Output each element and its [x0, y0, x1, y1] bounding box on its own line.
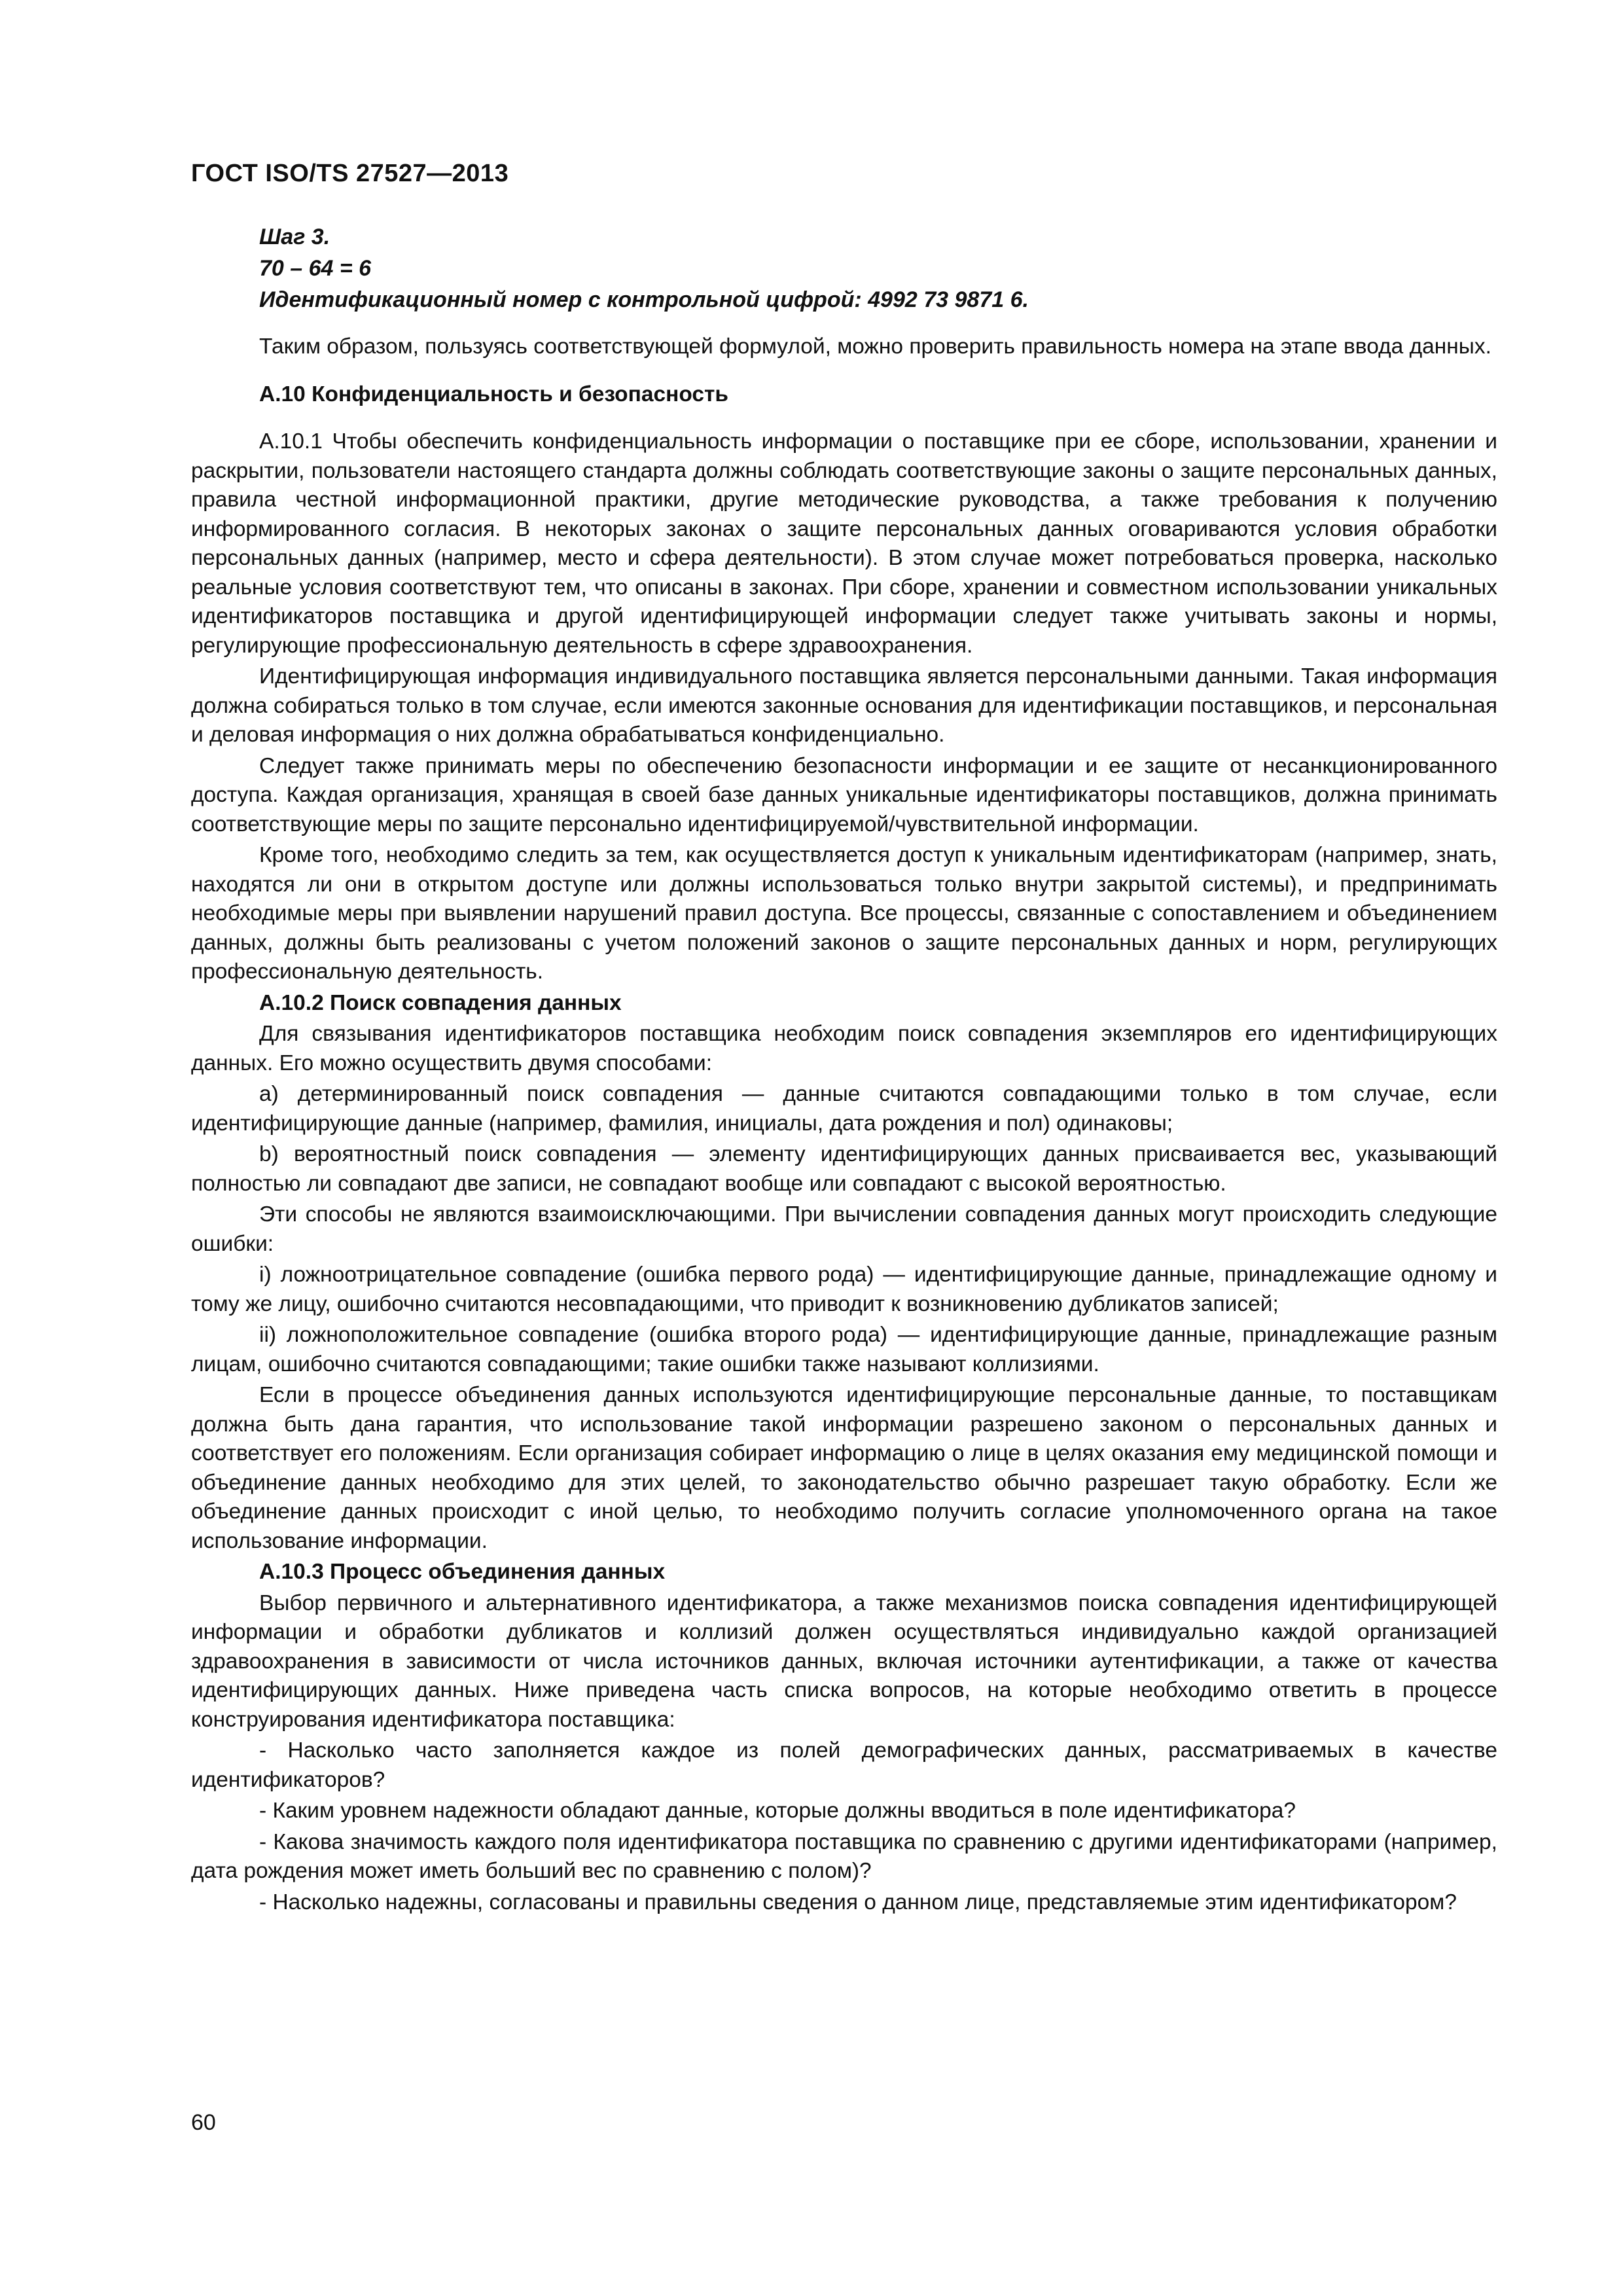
section-heading-a10-3: А.10.3 Процесс объединения данных — [259, 1560, 666, 1584]
question-item-1: - Насколько часто заполняется каждое из полей демографических данных, рассматриваемых в качестве идентификаторов? — [191, 1738, 1497, 1792]
document-header: ГОСТ ISO/TS 27527—2013 — [191, 160, 509, 187]
section-heading-a10: А.10 Конфиденциальность и безопасность — [259, 382, 729, 406]
section-heading-a10-2: А.10.2 Поиск совпадения данных — [259, 990, 622, 1015]
paragraph-a10-2-3: Если в процессе объединения данных используются идентифицирующие персональные данные, то поставщикам должна быть дана гарантия, что использование такой информации разрешено законом о персональных данных и соответствует его положениям. Если организация собирает информацию о лице в целях оказания ему медицинской помощи и объединение данных необходимо для этих целей, то законодательство обычно разрешает такую обработку. Если же объединение данных происходит с иной целью, то необходимо получить согласие уполномоченного органа на такое использование информации. — [191, 1383, 1497, 1553]
paragraph-a10-1-2: Идентифицирующая информация индивидуального поставщика является персональными данными. Такая информация должна собираться только в том случае, если имеются законные основания для идентификации поставщиков, и персональная и деловая информация о них должна обрабатываться конфиденциально. — [191, 664, 1497, 747]
paragraph-a10-1-3: Следует также принимать меры по обеспечению безопасности информации и ее защите от несанкционированного доступа. Каждая организация, хранящая в своей базе данных уникальные идентификаторы поставщиков, должна принимать соответствующие меры по защите персонально идентифицируемой/чувствительной информации. — [191, 753, 1497, 836]
paragraph-a10-3-1: Выбор первичного и альтернативного идентификатора, а также механизмов поиска совпадения идентифицирующей информации и обработки дубликатов и коллизий должен осуществляться индивидуально каждой организацией здравоохранения в зависимости от числа источников данных, включая источники аутентификации, а также от качества идентифицирующих данных. Ниже приведена часть списка вопросов, на которые необходимо ответить в процессе конструирования идентификатора поставщика: — [191, 1590, 1497, 1732]
list-item-ii: ii) ложноположительное совпадение (ошибка второго рода) — идентифицирующие данные, принадлежащие разным лицам, ошибочно считаются совпадающими; такие ошибки также называют коллизиями. — [191, 1323, 1497, 1376]
question-item-3: - Какова значимость каждого поля идентификатора поставщика по сравнению с другими идентификаторами (например, дата рождения может иметь больший вес по сравнению с полом)? — [191, 1829, 1497, 1883]
question-item-4: - Насколько надежны, согласованы и правильны сведения о данном лице, представляемые этим идентификатором? — [259, 1890, 1457, 1914]
paragraph-a10-2-1: Для связывания идентификаторов поставщика необходим поиск совпадения экземпляров его идентифицирующих данных. Его можно осуществить двумя способами: — [191, 1022, 1497, 1075]
question-item-2: - Каким уровнем надежности обладают данные, которые должны вводиться в поле идентификатора? — [259, 1799, 1296, 1823]
paragraph-a10-2-2: Эти способы не являются взаимоисключающими. При вычислении совпадения данных могут происходить следующие ошибки: — [191, 1202, 1497, 1256]
step-result: Идентификационный номер с контрольной цифрой: 4992 73 9871 6. — [259, 287, 1029, 312]
paragraph-a10-1-1: А.10.1 Чтобы обеспечить конфиденциальность информации о поставщике при ее сборе, использовании, хранении и раскрытии, пользователи настоящего стандарта должны соблюдать соответствующие законы о защите персональных данных, правила честной информационной практики, другие методические руководства, а также требования к получению информированного согласия. В некоторых законах о защите персональных данных оговариваются условия обработки персональных данных (например, место и сфера деятельности). В этом случае может потребоваться проверка, насколько реальные условия соответствуют тем, что описаны в законах. При сборе, хранении и совместном использовании уникальных идентификаторов поставщика и другой идентифицирующей информации следует также учитывать законы и нормы, регулирующие профессиональную деятельность в сфере здравоохранения. — [191, 429, 1497, 658]
list-item-a: а) детерминированный поиск совпадения — данные считаются совпадающими только в том случае, если идентифицирующие данные (например, фамилия, инициалы, дата рождения и пол) одинаковы; — [191, 1082, 1497, 1136]
list-item-i: i) ложноотрицательное совпадение (ошибка первого рода) — идентифицирующие данные, принадлежащие одному и тому же лицу, ошибочно считаются несовпадающими, что приводит к возникновению дубликатов записей; — [191, 1263, 1497, 1316]
step-title: Шаг 3. — [259, 224, 330, 249]
step-formula: 70 – 64 = 6 — [259, 256, 372, 281]
paragraph-a10-1-4: Кроме того, необходимо следить за тем, как осуществляется доступ к уникальным идентификаторам (например, знать, находятся ли они в открытом доступе или должны использоваться только внутри закрытой системы), и предпринимать необходимые меры при выявлении нарушений правил доступа. Все процессы, связанные с сопоставлением и объединением данных, должны быть реализованы с учетом положений законов о защите персональных данных и норм, регулирующих профессиональную деятельность. — [191, 843, 1497, 984]
step-block — [259, 221, 1497, 315]
paragraph-conclusion: Таким образом, пользуясь соответствующей формулой, можно проверить правильность номера на этапе ввода данных. — [259, 334, 1491, 359]
document-body — [191, 221, 1497, 1917]
list-item-b: b) вероятностный поиск совпадения — элементу идентифицирующих данных присваивается вес, указывающий полностью ли совпадают две записи, не совпадают вообще или совпадают с высокой вероятностью. — [191, 1142, 1497, 1196]
page-number: 60 — [191, 2110, 216, 2135]
